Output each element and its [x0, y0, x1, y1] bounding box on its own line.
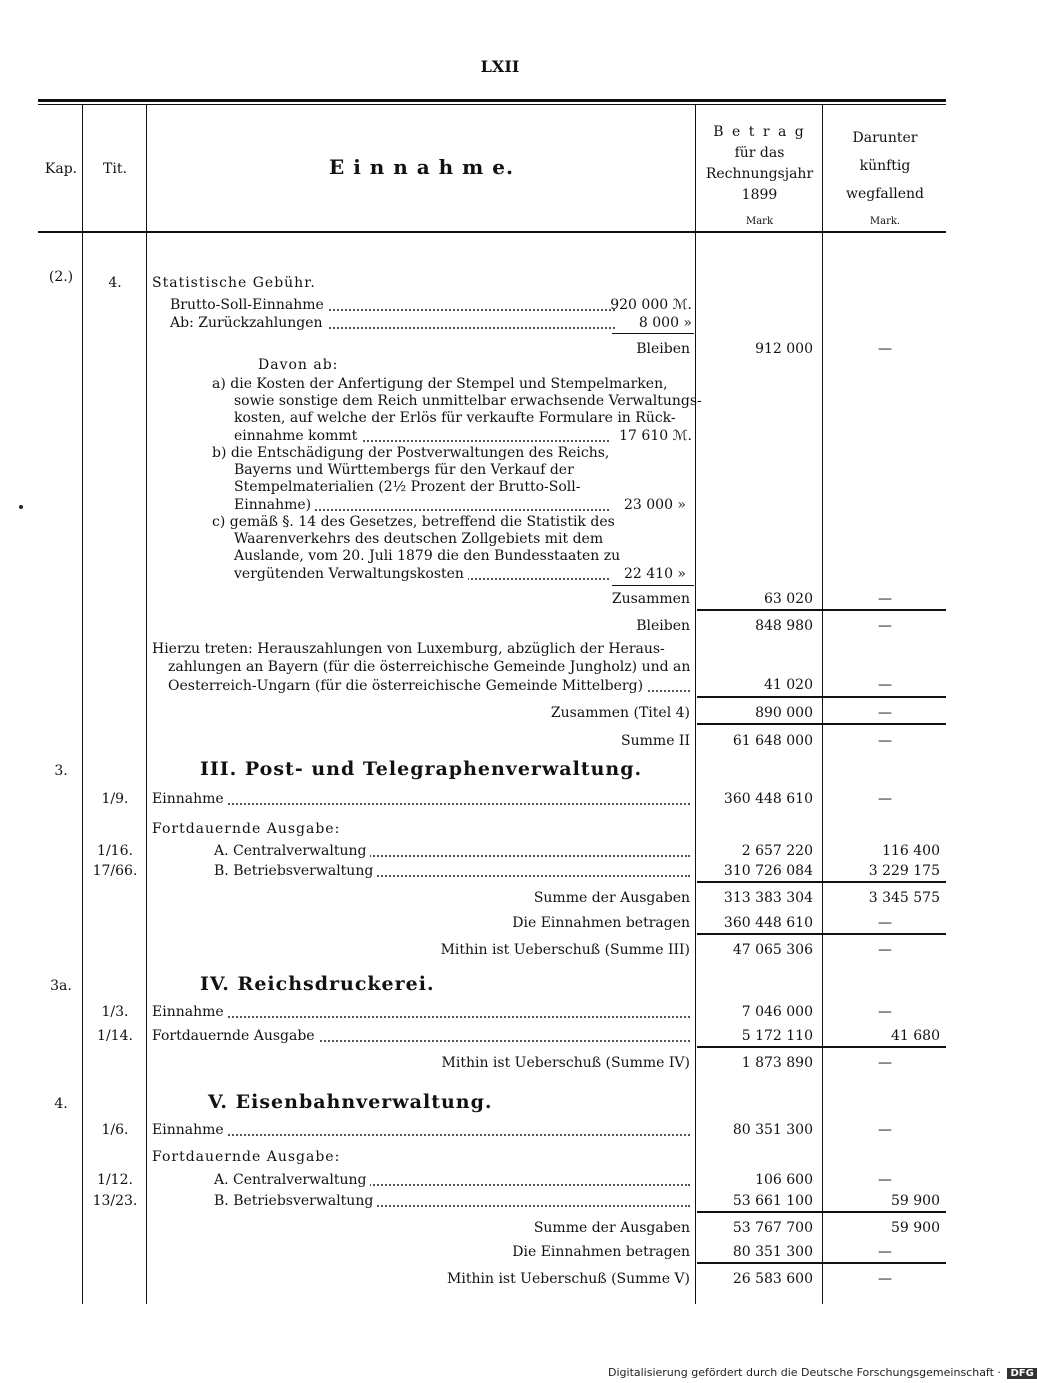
page-number: LXII	[480, 57, 520, 76]
summe-ii-dash: —	[878, 733, 892, 749]
tit-number: 1/16.	[97, 843, 133, 859]
fortdauernde-line	[152, 1027, 690, 1045]
tit-number: 17/66.	[92, 863, 138, 879]
bleiben2-value: 848 980	[755, 618, 813, 634]
einnahmen-betragen-dash: —	[878, 1244, 892, 1260]
summe-ausgaben-label: Summe der Ausgaben	[533, 890, 690, 906]
section-title: V. Eisenbahnverwaltung.	[208, 1091, 493, 1113]
deduction-a-line: a) die Kosten der Anfertigung der Stempel und Stempelmarken,	[212, 376, 668, 392]
header-kap: Kap.	[44, 161, 78, 177]
header-betrag-line: B e t r a g	[713, 124, 806, 140]
tit-number: 1/6.	[101, 1122, 129, 1138]
kap-number: 3a.	[50, 978, 72, 994]
deduction-a-label: einnahme kommt	[234, 428, 361, 444]
sum-rule	[697, 723, 946, 725]
deduction-b-line: Bayerns und Württembergs für den Verkauf der	[234, 462, 574, 478]
centralverwaltung-line	[214, 842, 690, 860]
sum-rule	[697, 881, 946, 883]
fortdauernde-label: Fortdauernde Ausgabe:	[152, 821, 341, 837]
deduction-b-last	[234, 496, 609, 514]
header-title: E i n n a h m e.	[328, 155, 514, 179]
fortdauernde-value: 5 172 110	[741, 1028, 813, 1044]
mithin-dash: —	[878, 1055, 892, 1071]
zurueck-value: 8 000 »	[638, 315, 692, 331]
margin-speck	[19, 505, 23, 509]
footer-text: Digitalisierung gefördert durch die Deutsche Forschungsgemeinschaft	[608, 1366, 994, 1379]
kap-number: (2.)	[48, 269, 74, 285]
einnahme-label: Einnahme	[152, 791, 228, 807]
mithin-label: Mithin ist Ueberschuß (Summe V)	[447, 1271, 690, 1287]
tit-number: 1/9.	[101, 791, 129, 807]
summe-ausgaben-value: 53 767 700	[732, 1220, 813, 1236]
betriebsverwaltung-darunter: 3 229 175	[868, 863, 940, 879]
einnahmen-betragen-label: Die Einnahmen betragen	[512, 915, 690, 931]
sum-rule	[697, 933, 946, 935]
mithin-value: 47 065 306	[732, 942, 813, 958]
header-betrag	[697, 122, 822, 206]
header-darunter-line: Darunter	[852, 130, 918, 146]
sum-rule	[697, 696, 946, 698]
tit-number: 4.	[108, 275, 122, 291]
deduction-b-label: Einnahme)	[234, 497, 315, 513]
zusammen-label: Zusammen	[611, 591, 690, 607]
header-darunter-line: künftig	[859, 158, 911, 174]
summe-ausgaben-label: Summe der Ausgaben	[533, 1220, 690, 1236]
header-betrag-line: 1899	[741, 187, 778, 203]
col-divider-tit	[146, 104, 147, 1304]
betriebsverwaltung-value: 53 661 100	[732, 1193, 813, 1209]
zurueck-label: Ab: Zurückzahlungen	[170, 315, 327, 331]
hierzu-line: Hierzu treten: Herauszahlungen von Luxemburg, abzüglich der Heraus-	[152, 641, 665, 657]
kap-number: 3.	[54, 763, 68, 779]
betriebsverwaltung-line	[214, 1192, 690, 1210]
deduction-b-line: b) die Entschädigung der Postverwaltungen des Reichs,	[212, 445, 610, 461]
deduction-a-last	[234, 427, 609, 445]
einnahme-dash: —	[878, 1122, 892, 1138]
deduction-c-last	[234, 565, 609, 583]
header-darunter	[824, 124, 946, 208]
centralverwaltung-label: A. Centralverwaltung	[214, 843, 370, 859]
col-divider-betrag	[822, 104, 823, 1304]
betriebsverwaltung-label: B. Betriebsverwaltung	[214, 1193, 377, 1209]
fortdauernde-label: Fortdauernde Ausgabe:	[152, 1149, 341, 1165]
subtotal-rule	[612, 333, 694, 334]
zusammen-value: 63 020	[764, 591, 813, 607]
section-title: III. Post- und Telegraphenverwaltung.	[200, 758, 643, 780]
mithin-value: 1 873 890	[741, 1055, 813, 1071]
subtotal-rule	[612, 585, 694, 586]
header-betrag-line: für das	[734, 145, 785, 161]
einnahmen-betragen-label: Die Einnahmen betragen	[512, 1244, 690, 1260]
deduction-b-value: 23 000 »	[623, 497, 686, 513]
zus-titel-label: Zusammen (Titel 4)	[550, 705, 690, 721]
header-betrag-unit: Mark	[745, 216, 774, 227]
deduction-c	[212, 514, 690, 565]
zus-titel-dash: —	[878, 705, 892, 721]
centralverwaltung-darunter: 116 400	[882, 843, 940, 859]
hierzu-block	[152, 640, 692, 676]
mithin-value: 26 583 600	[732, 1271, 813, 1287]
summe-ausgaben-darunter: 59 900	[891, 1220, 940, 1236]
top-rule-thin	[38, 104, 946, 105]
summe-ausgaben-value: 313 383 304	[723, 890, 813, 906]
col-divider-kap	[82, 104, 83, 1304]
betriebsverwaltung-darunter: 59 900	[891, 1193, 940, 1209]
summe-ausgaben-darunter: 3 345 575	[868, 890, 940, 906]
hierzu-dash: —	[878, 677, 892, 693]
einnahmen-betragen-value: 80 351 300	[732, 1244, 813, 1260]
header-tit: Tit.	[103, 161, 127, 177]
sum-rule	[697, 1211, 946, 1213]
davon-label: Davon ab:	[258, 357, 339, 373]
bleiben-value: 912 000	[755, 341, 813, 357]
kap-number: 4.	[54, 1096, 68, 1112]
header-darunter-line: wegfallend	[846, 186, 924, 202]
brutto-label: Brutto-Soll-Einnahme	[170, 297, 328, 313]
tit-number: 1/14.	[97, 1028, 133, 1044]
dfg-logo: DFG	[1007, 1368, 1036, 1379]
betriebsverwaltung-value: 310 726 084	[723, 863, 813, 879]
zus-titel-value: 890 000	[755, 705, 813, 721]
centralverwaltung-label: A. Centralverwaltung	[214, 1172, 370, 1188]
mithin-dash: —	[878, 1271, 892, 1287]
sum-rule	[697, 1262, 946, 1264]
betriebsverwaltung-label: B. Betriebsverwaltung	[214, 863, 377, 879]
mithin-dash: —	[878, 942, 892, 958]
deduction-a-line: sowie sonstige dem Reich unmittelbar erwachsende Verwaltungs-	[234, 393, 702, 409]
sum-rule	[697, 609, 946, 611]
betriebsverwaltung-line	[214, 862, 690, 880]
einnahme-line	[152, 1003, 690, 1021]
deduction-b	[212, 445, 690, 496]
deduction-a	[212, 376, 702, 427]
zusammen-dash: —	[878, 591, 892, 607]
deduction-c-line: c) gemäß §. 14 des Gesetzes, betreffend die Statistik des	[212, 514, 615, 530]
fortdauernde-label: Fortdauernde Ausgabe	[152, 1028, 319, 1044]
deduction-c-line: Waarenverkehrs des deutschen Zollgebiets mit dem	[234, 531, 604, 547]
hierzu-label: Oesterreich-Ungarn (für die österreichische Gemeinde Mittelberg)	[168, 678, 647, 694]
summe-ii-value: 61 648 000	[732, 733, 813, 749]
tit-number: 1/3.	[101, 1004, 129, 1020]
hierzu-last	[168, 677, 690, 695]
digitization-footer: Digitalisierung gefördert durch die Deutsche Forschungsgemeinschaft · DFG	[608, 1366, 1037, 1379]
centralverwaltung-line	[214, 1171, 690, 1189]
einnahme-dash: —	[878, 791, 892, 807]
section-title: Statistische Gebühr.	[152, 275, 316, 291]
zurueck-line	[170, 314, 615, 332]
brutto-line	[170, 296, 615, 314]
bleiben2-label: Bleiben	[636, 618, 690, 634]
einnahme-label: Einnahme	[152, 1004, 228, 1020]
centralverwaltung-dash: —	[878, 1172, 892, 1188]
einnahme-line	[152, 1121, 690, 1139]
einnahmen-betragen-dash: —	[878, 915, 892, 931]
header-betrag-line: Rechnungsjahr	[705, 166, 814, 182]
einnahme-line	[152, 790, 690, 808]
summe-ii-label: Summe II	[621, 733, 690, 749]
mithin-label: Mithin ist Ueberschuß (Summe IV)	[441, 1055, 690, 1071]
centralverwaltung-value: 2 657 220	[741, 843, 813, 859]
section-title: IV. Reichsdruckerei.	[200, 973, 435, 995]
tit-number: 13/23.	[92, 1193, 138, 1209]
sum-rule	[697, 1046, 946, 1048]
tit-number: 1/12.	[97, 1172, 133, 1188]
einnahme-dash: —	[878, 1004, 892, 1020]
hierzu-value: 41 020	[764, 677, 813, 693]
centralverwaltung-value: 106 600	[755, 1172, 813, 1188]
deduction-a-line: kosten, auf welche der Erlös für verkaufte Formulare in Rück-	[234, 410, 676, 426]
top-rule	[38, 99, 946, 102]
bleiben2-dash: —	[878, 618, 892, 634]
deduction-c-label: vergütenden Verwaltungskosten	[234, 566, 468, 582]
einnahmen-betragen-value: 360 448 610	[723, 915, 813, 931]
hierzu-line: zahlungen an Bayern (für die österreichische Gemeinde Jungholz) und an	[168, 659, 691, 675]
deduction-b-line: Stempelmaterialien (2½ Prozent der Brutto-Soll-	[234, 479, 581, 495]
einnahme-value: 360 448 610	[723, 791, 813, 807]
fortdauernde-darunter: 41 680	[891, 1028, 940, 1044]
header-rule	[38, 231, 946, 233]
einnahme-value: 7 046 000	[741, 1004, 813, 1020]
mithin-label: Mithin ist Ueberschuß (Summe III)	[440, 942, 690, 958]
deduction-c-line: Auslande, vom 20. Juli 1879 die den Bundesstaaten zu	[234, 548, 621, 564]
bleiben-label: Bleiben	[636, 341, 690, 357]
einnahme-label: Einnahme	[152, 1122, 228, 1138]
header-darunter-unit: Mark.	[869, 216, 901, 227]
col-divider-text	[695, 104, 696, 1304]
brutto-value: 920 000 ℳ.	[610, 297, 692, 313]
deduction-c-value: 22 410 »	[623, 566, 686, 582]
deduction-a-value: 17 610 ℳ.	[619, 428, 692, 444]
bleiben-dash: —	[878, 341, 892, 357]
einnahme-value: 80 351 300	[732, 1122, 813, 1138]
